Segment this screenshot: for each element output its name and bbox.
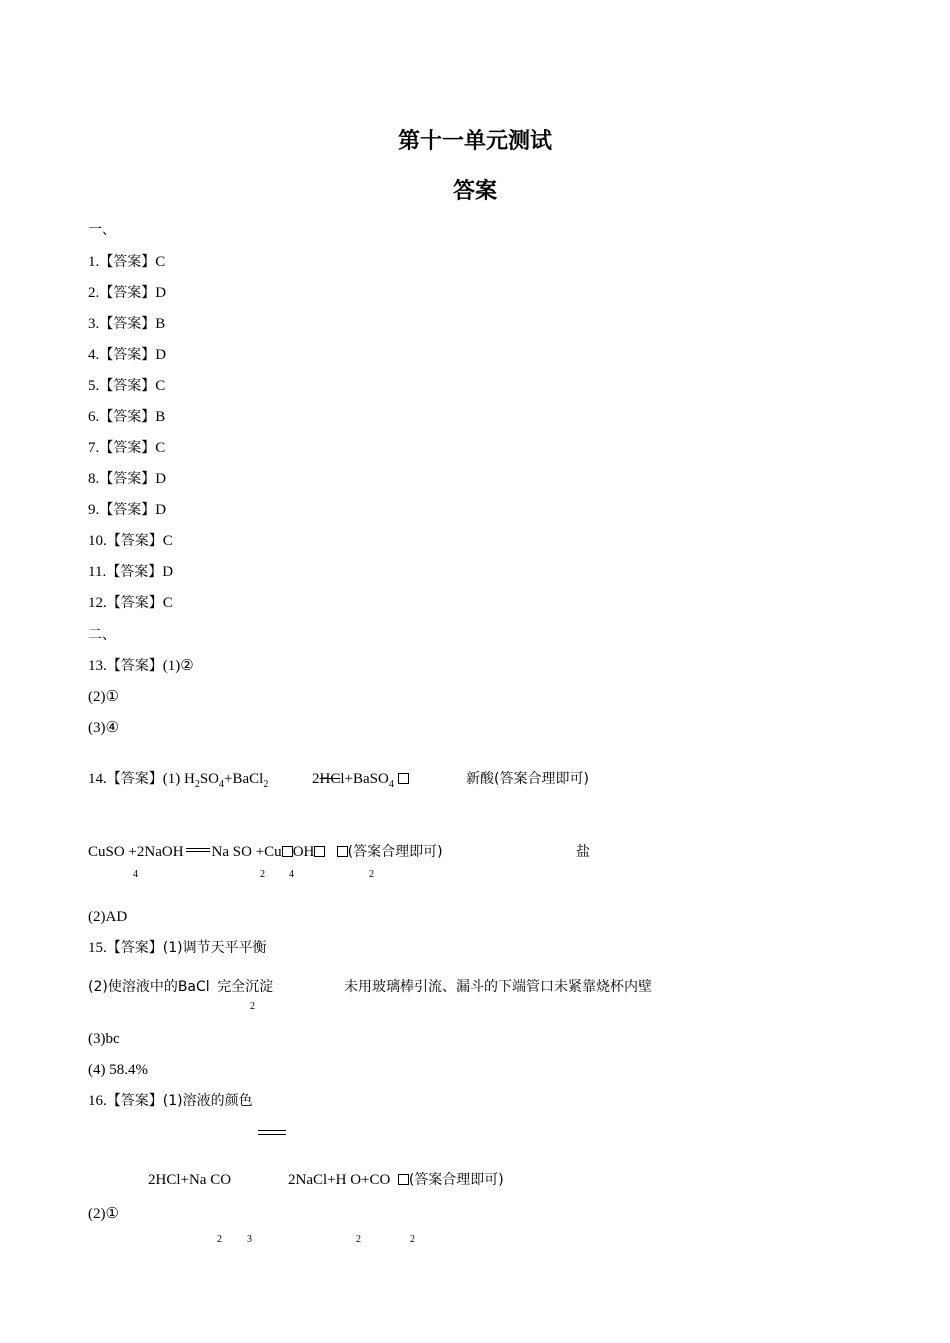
answer-row	[88, 284, 166, 302]
answer-choice: D	[155, 471, 167, 487]
answer-tag: 【答案】	[99, 409, 156, 425]
answer-row	[88, 501, 166, 519]
answer-number: 7.	[88, 440, 100, 456]
q16-line1: 16.【答案】(1)溶液的颜色	[88, 1093, 253, 1109]
answer-row	[88, 563, 173, 581]
page-title: 第十一单元测试	[397, 129, 552, 154]
answer-number: 3.	[88, 316, 100, 332]
section-two-heading: 二、	[88, 627, 116, 643]
page-subtitle: 答案	[452, 179, 497, 204]
q16-subscript: 2	[217, 1234, 222, 1245]
answer-number: 12.	[88, 595, 107, 611]
answer-number: 2.	[88, 285, 100, 301]
answer-tag: 【答案】	[106, 533, 163, 549]
answer-tag: 【答案】	[99, 502, 156, 518]
answer-number: 9.	[88, 502, 100, 518]
q16-equation-left: 2HCl+Na CO	[148, 1172, 232, 1188]
answer-choice: B	[155, 316, 166, 332]
q16-subscript: 2	[410, 1234, 415, 1245]
answer-tag: 【答案】	[106, 564, 163, 580]
q13-line3: (3)④	[88, 720, 119, 736]
answer-tag: 【答案】	[106, 595, 163, 611]
q15-line4: (4) 58.4%	[88, 1062, 148, 1078]
placeholder-box-icon	[314, 846, 325, 857]
answer-choice: C	[155, 254, 166, 270]
answer-row	[88, 532, 173, 550]
answer-number: 10.	[88, 533, 107, 549]
placeholder-box-icon	[337, 846, 348, 857]
answer-row	[88, 470, 166, 488]
answer-tag: 【答案】	[99, 347, 156, 363]
answer-choice: D	[155, 502, 167, 518]
q15-line2-reason: 未用玻璃棒引流、漏斗的下端管口未紧靠烧杯内壁	[344, 979, 652, 995]
q15-line2: (2)使溶液中的BaCl 完全沉淀	[88, 979, 274, 995]
answer-number: 4.	[88, 347, 100, 363]
section-one-heading: 一、	[88, 222, 116, 238]
answer-number: 1.	[88, 254, 100, 270]
answer-row	[88, 315, 165, 333]
answer-tag: 【答案】	[99, 285, 156, 301]
answer-tag: 【答案】	[99, 316, 156, 332]
answer-number: 11.	[88, 564, 107, 580]
q14-part2: (2)AD	[88, 909, 128, 925]
answer-tag: 【答案】	[99, 471, 156, 487]
q16-part2: (2)①	[88, 1206, 119, 1222]
answer-row	[88, 253, 165, 271]
answer-tag: 【答案】	[99, 254, 156, 270]
q16-subscript: 2	[356, 1234, 361, 1245]
answer-number: 6.	[88, 409, 100, 425]
q13-line2: (2)①	[88, 689, 119, 705]
placeholder-box-icon	[398, 1174, 409, 1185]
q16-equation-right: 2NaCl+H O+CO (答案合理即可)	[288, 1172, 504, 1188]
answer-number: 5.	[88, 378, 100, 394]
q14-subscript: 4	[289, 869, 294, 880]
q14-note1: 新酸(答案合理即可)	[466, 771, 589, 787]
q14-subscript: 4	[133, 869, 138, 880]
answer-row	[88, 346, 166, 364]
answer-row	[88, 408, 165, 426]
q14-subscript: 2	[260, 869, 265, 880]
q14-subscript: 2	[369, 869, 374, 880]
answer-tag: 【答案】	[99, 378, 156, 394]
q14-line1: 14.【答案】(1) $H_2SO_4+BaCl_2$	[88, 771, 269, 790]
answer-tag: 【答案】	[99, 440, 156, 456]
answer-choice: D	[162, 564, 174, 580]
placeholder-box-icon	[282, 846, 293, 857]
answer-row	[88, 439, 165, 457]
equals-sign-icon	[186, 848, 210, 852]
answer-choice: C	[162, 595, 173, 611]
answer-choice: C	[155, 440, 166, 456]
answer-choice: B	[155, 409, 166, 425]
answer-row	[88, 377, 165, 395]
q14-equation2: CuSO +2NaOH Na SO +Cu OH (答案合理即可)	[88, 844, 443, 860]
answer-choice: D	[155, 285, 167, 301]
answer-choice: D	[155, 347, 167, 363]
q16-subscript: 3	[247, 1234, 252, 1245]
answer-number: 8.	[88, 471, 100, 487]
q15-subscript: 2	[250, 1001, 255, 1012]
q14-salt: 盐	[576, 844, 590, 860]
q13-line1: 13.【答案】(1)②	[88, 658, 194, 674]
placeholder-box-icon	[398, 773, 409, 784]
equals-sign-icon	[258, 1130, 286, 1135]
answer-choice: C	[162, 533, 173, 549]
answer-row	[88, 594, 173, 612]
q14-equation1-products: 2HCl+BaSO$_4$	[312, 770, 409, 794]
q15-line3: (3)bc	[88, 1031, 120, 1047]
answer-choice: C	[155, 378, 166, 394]
q15-line1: 15.【答案】(1)调节天平平衡	[88, 940, 267, 956]
